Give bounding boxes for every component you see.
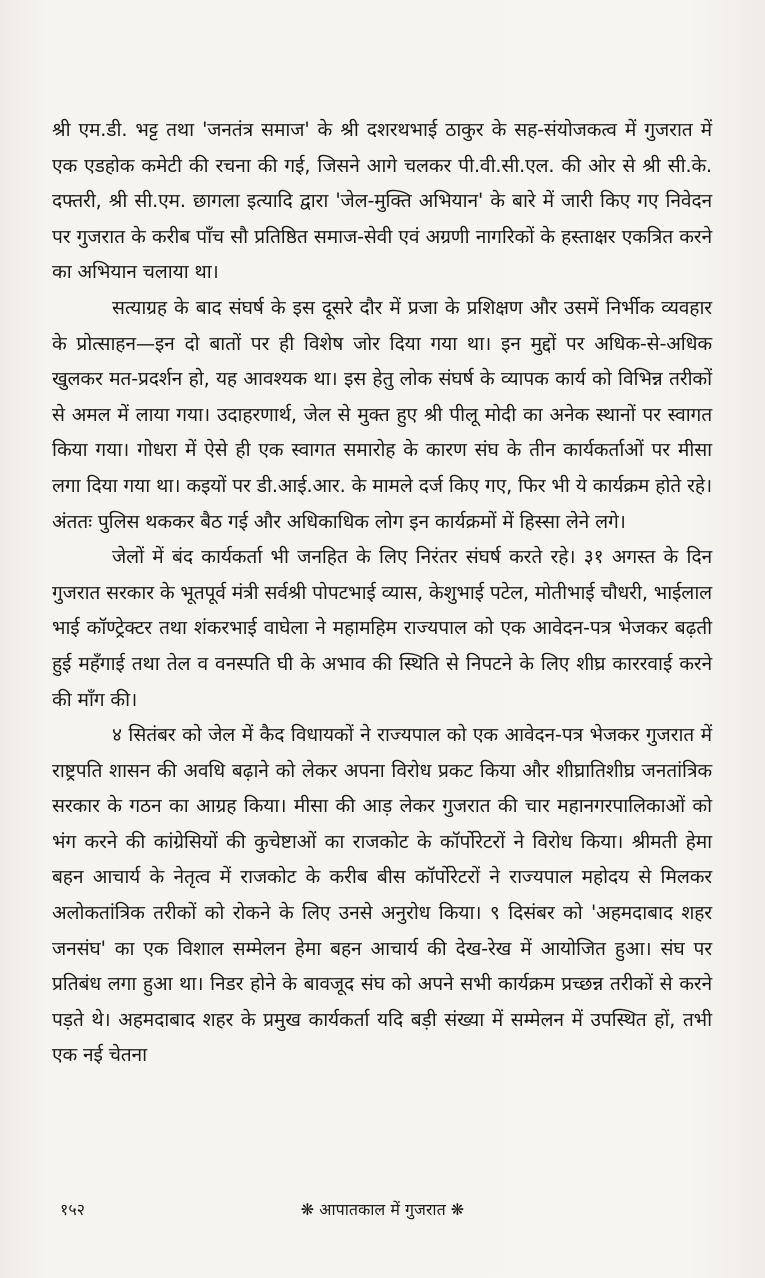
body-text [52,112,712,1073]
paragraph-2: सत्याग्रह के बाद संघर्ष के इस दूसरे दौर में प्रजा के प्रशिक्षण और उसमें निर्भीक व्यवहार के प्रोत्साहन—इन दो बातों पर ही विशेष जोर दिया गया था। इन मुद्दों पर अधिक-से-अधिक खुलकर मत-प्रदर्शन हो, यह आवश्यक था। इस हेतु लोक संघर्ष के व्यापक कार्य को विभिन्न तरीकों से अमल में लाया गया। उदाहरणार्थ, जेल से मुक्त हुए श्री पीलू मोदी का अनेक स्थानों पर स्वागत किया गया। गोधरा में ऐसे ही एक स्वागत समारोह के कारण संघ के तीन कार्यकर्ताओं पर मीसा लगा दिया गया था। कइयों पर डी.आई.आर. के मामले दर्ज किए गए, फिर भी ये कार्यक्रम होते रहे। अंततः पुलिस थककर बैठ गई और अधिकाधिक लोग इन कार्यक्रमों में हिस्सा लेने लगे। [52,295,712,533]
paragraph-1: श्री एम.डी. भट्ट तथा 'जनतंत्र समाज' के श्री दशरथभाई ठाकुर के सह-संयोजकत्व में गुजरात में एक एडहोक कमेटी की रचना की गई, जिसने आगे चलकर पी.वी.सी.एल. की ओर से श्री सी.के. दफ्तरी, श्री सी.एम. छागला इत्यादि द्वारा 'जेल-मुक्ति अभियान' के बारे में जारी किए गए निवेदन पर गुजरात के करीब पाँच सौ प्रतिष्ठित समाज-सेवी एवं अग्रणी नागरिकों के हस्ताक्षर एकत्रित करने का अभियान चलाया था। [52,118,712,284]
paragraph-4: ४ सितंबर को जेल में कैद विधायकों ने राज्यपाल को एक आवेदन-पत्र भेजकर गुजरात में राष्ट्रपति शासन की अवधि बढ़ाने को लेकर अपना विरोध प्रकट किया और शीघ्रातिशीघ्र जनतांत्रिक सरकार के गठन का आग्रह किया। मीसा की आड़ लेकर गुजरात की चार महानगरपालिकाओं को भंग करने की कांग्रेसियों की कुचेष्टाओं का राजकोट के कॉर्पोरेटरों ने विरोध किया। श्रीमती हेमा बहन आचार्य के नेतृत्व में राजकोट के करीब बीस कॉर्पोरेटरों ने राज्यपाल महोदय से मिलकर अलोकतांत्रिक तरीकों को रोकने के लिए उनसे अनुरोध किया। ९ दिसंबर को 'अहमदाबाद शहर जनसंघ' का एक विशाल सम्मेलन हेमा बहन आचार्य की देख-रेख में आयोजित हुआ। संघ पर प्रतिबंध लगा हुआ था। निडर होने के बावजूद संघ को अपने सभी कार्यक्रम प्रच्छन्न तरीकों से करने पड़ते थे। अहमदाबाद शहर के प्रमुख कार्यकर्ता यदि बड़ी संख्या में सम्मेलन में उपस्थित हों, तभी एक नई चेतना [52,723,712,1067]
paragraph-3: जेलों में बंद कार्यकर्ता भी जनहित के लिए निरंतर संघर्ष करते रहे। ३१ अगस्त के दिन गुजरात सरकार के भूतपूर्व मंत्री सर्वश्री पोपटभाई व्यास, केशुभाई पटेल, मोतीभाई चौधरी, भाईलाल भाई कॉण्ट्रेक्टर तथा शंकरभाई वाघेला ने महामहिम राज्यपाल को एक आवेदन-पत्र भेजकर बढ़ती हुई महँगाई तथा तेल व वनस्पति घी के अभाव की स्थिति से निपटने के लिए शीघ्र काररवाई करने की माँग की। [52,545,712,711]
page-number: १५२ [60,1200,85,1219]
page-footer [0,1198,765,1226]
running-title: ❋ आपातकाल में गुजरात ❋ [300,1200,465,1219]
